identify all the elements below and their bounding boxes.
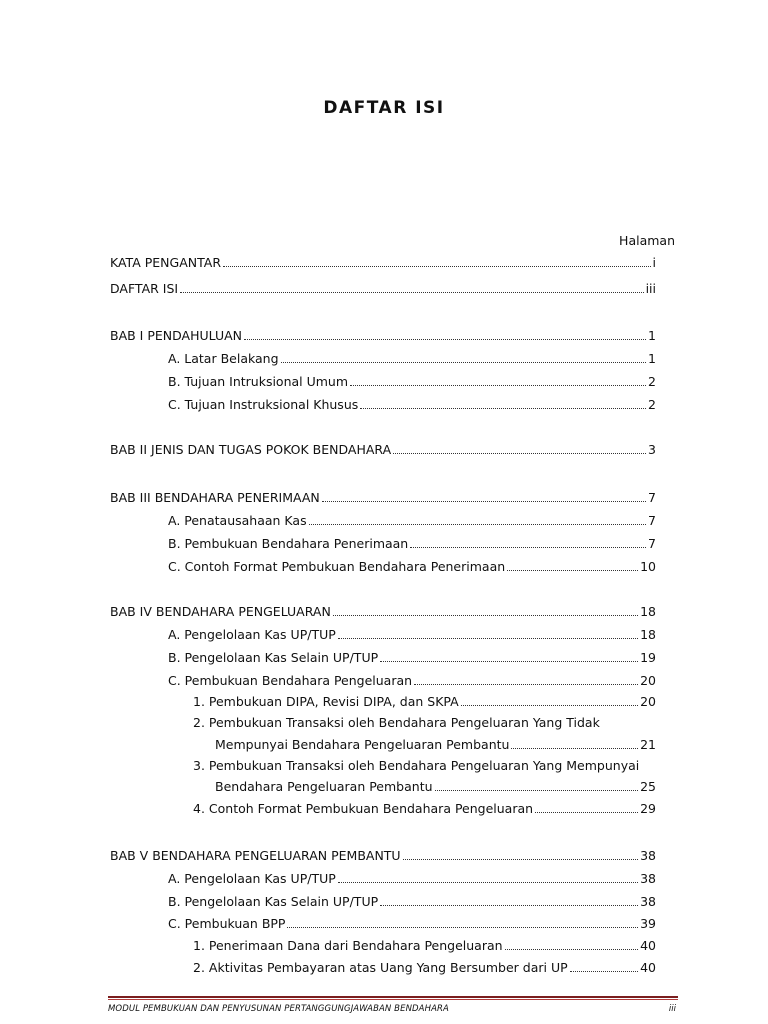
dot-leader xyxy=(360,395,646,409)
toc-entry-page: i xyxy=(652,255,656,270)
toc-entry-title: A. Pengelolaan Kas UP/TUP xyxy=(168,871,336,886)
dot-leader xyxy=(380,892,638,906)
toc-entry xyxy=(110,440,656,458)
toc-entry-title: C. Pembukuan Bendahara Pengeluaran xyxy=(168,673,413,688)
toc-entry xyxy=(110,253,656,271)
footer-divider xyxy=(108,996,678,998)
toc-entry-page: 1 xyxy=(648,328,656,343)
toc-entry-title: KATA PENGANTAR xyxy=(110,255,222,270)
toc-entry-title: 2. Pembukuan Transaksi oleh Bendahara Pengeluaran Yang Tidak xyxy=(193,715,600,730)
toc-entry-title: 4. Contoh Format Pembukuan Bendahara Pengeluaran xyxy=(193,801,534,816)
toc-entry-page: 40 xyxy=(640,960,656,975)
toc-entry-title: B. Tujuan Intruksional Umum xyxy=(168,374,349,389)
toc-entry-page: 20 xyxy=(640,694,656,709)
toc-entry xyxy=(193,692,656,710)
toc-entry xyxy=(168,869,656,887)
toc-entry-page: 39 xyxy=(640,916,656,931)
page-title: DAFTAR ISI xyxy=(323,98,445,118)
toc-entry xyxy=(193,958,656,976)
toc-entry-title: A. Latar Belakang xyxy=(168,351,279,366)
toc-entry-title: A. Penatausahaan Kas xyxy=(168,513,307,528)
toc-entry-page: 40 xyxy=(640,938,656,953)
toc-entry xyxy=(168,511,656,529)
dot-leader xyxy=(180,279,643,293)
toc-entry-title: BAB V BENDAHARA PENGELUARAN PEMBANTU xyxy=(110,848,401,863)
toc-entry-title: BAB I PENDAHULUAN xyxy=(110,328,243,343)
toc-entry-page: 18 xyxy=(640,604,656,619)
toc-entry-title: 2. Aktivitas Pembayaran atas Uang Yang Bersumber dari UP xyxy=(193,960,568,975)
toc-entry-title: BAB II JENIS DAN TUGAS POKOK BENDAHARA xyxy=(110,442,392,457)
toc-entry xyxy=(110,602,656,620)
dot-leader xyxy=(393,440,646,454)
toc-entry xyxy=(110,279,656,297)
dot-leader xyxy=(309,511,646,525)
dot-leader xyxy=(287,914,638,928)
toc-entry-page: 3 xyxy=(648,442,656,457)
toc-entry-title: Bendahara Pengeluaran Pembantu xyxy=(215,779,433,794)
toc-entry xyxy=(193,714,656,732)
toc-entry-title: B. Pembukuan Bendahara Penerimaan xyxy=(168,536,409,551)
dot-leader xyxy=(281,349,647,363)
toc-entry xyxy=(110,488,656,506)
dot-leader xyxy=(535,799,638,813)
toc-entry-page: 21 xyxy=(640,737,656,752)
toc-entry xyxy=(215,777,656,795)
toc-entry xyxy=(168,892,656,910)
toc-entry xyxy=(168,534,656,552)
toc-entry-title: C. Pembukuan BPP xyxy=(168,916,286,931)
toc-entry xyxy=(168,648,656,666)
toc-entry-title: B. Pengelolaan Kas Selain UP/TUP xyxy=(168,894,379,909)
footer-divider-thin xyxy=(108,999,678,1000)
toc-entry-page: 7 xyxy=(648,513,656,528)
dot-leader xyxy=(435,777,639,791)
dot-leader xyxy=(414,671,638,685)
dot-leader xyxy=(570,958,638,972)
dot-leader xyxy=(338,869,638,883)
toc-entry-page: 29 xyxy=(640,801,656,816)
dot-leader xyxy=(338,625,638,639)
dot-leader xyxy=(223,253,650,267)
toc-entry-page: 18 xyxy=(640,627,656,642)
dot-leader xyxy=(507,557,638,571)
toc-entry xyxy=(168,372,656,390)
toc-entry xyxy=(168,914,656,932)
dot-leader xyxy=(410,534,646,548)
toc-entry-title: 1. Pembukuan DIPA, Revisi DIPA, dan SKPA xyxy=(193,694,459,709)
dot-leader xyxy=(403,846,639,860)
toc-entry-title: C. Contoh Format Pembukuan Bendahara Penerimaan xyxy=(168,559,506,574)
toc-entry-title: BAB IV BENDAHARA PENGELUARAN xyxy=(110,604,331,619)
toc-entry-title: BAB III BENDAHARA PENERIMAAN xyxy=(110,490,320,505)
toc-entry-page: 7 xyxy=(648,536,656,551)
toc-entry-page: 20 xyxy=(640,673,656,688)
dot-leader xyxy=(350,372,646,386)
toc-entry-title: C. Tujuan Instruksional Khusus xyxy=(168,397,359,412)
dot-leader xyxy=(244,326,646,340)
dot-leader xyxy=(380,648,638,662)
toc-entry xyxy=(168,625,656,643)
toc-entry-page: iii xyxy=(645,281,656,296)
toc-entry-page: 38 xyxy=(640,871,656,886)
dot-leader xyxy=(505,936,639,950)
toc-entry xyxy=(168,671,656,689)
toc-entry-page: 7 xyxy=(648,490,656,505)
dot-leader xyxy=(461,692,638,706)
toc-entry xyxy=(168,395,656,413)
toc-entry-page: 2 xyxy=(648,374,656,389)
footer-page-number: iii xyxy=(668,1004,676,1014)
dot-leader xyxy=(511,735,638,749)
toc-entry-page: 19 xyxy=(640,650,656,665)
toc-entry-title: Mempunyai Bendahara Pengeluaran Pembantu xyxy=(215,737,510,752)
toc-entry-page: 1 xyxy=(648,351,656,366)
dot-leader xyxy=(322,488,646,502)
toc-entry-page: 38 xyxy=(640,894,656,909)
toc-entry-title: B. Pengelolaan Kas Selain UP/TUP xyxy=(168,650,379,665)
toc-entry-page: 25 xyxy=(640,779,656,794)
toc-entry-title: 1. Penerimaan Dana dari Bendahara Pengeluaran xyxy=(193,938,503,953)
dot-leader xyxy=(333,602,638,616)
toc-entry xyxy=(215,735,656,753)
toc-entry-title: DAFTAR ISI xyxy=(110,281,179,296)
footer-text: MODUL PEMBUKUAN DAN PENYUSUNAN PERTANGGUNGJAWABAN BENDAHARA xyxy=(108,1004,449,1014)
toc-entry xyxy=(110,846,656,864)
toc-entry-page: 10 xyxy=(640,559,656,574)
toc-entry xyxy=(193,757,656,775)
toc-entry-title: 3. Pembukuan Transaksi oleh Bendahara Pengeluaran Yang Mempunyai xyxy=(193,758,640,773)
toc-entry-page: 2 xyxy=(648,397,656,412)
toc-entry xyxy=(193,936,656,954)
toc-entry xyxy=(168,557,656,575)
toc-entry xyxy=(110,326,656,344)
halaman-label: Halaman xyxy=(619,233,675,248)
toc-entry-page: 38 xyxy=(640,848,656,863)
toc-entry xyxy=(168,349,656,367)
toc-entry xyxy=(193,799,656,817)
toc-entry-title: A. Pengelolaan Kas UP/TUP xyxy=(168,627,336,642)
